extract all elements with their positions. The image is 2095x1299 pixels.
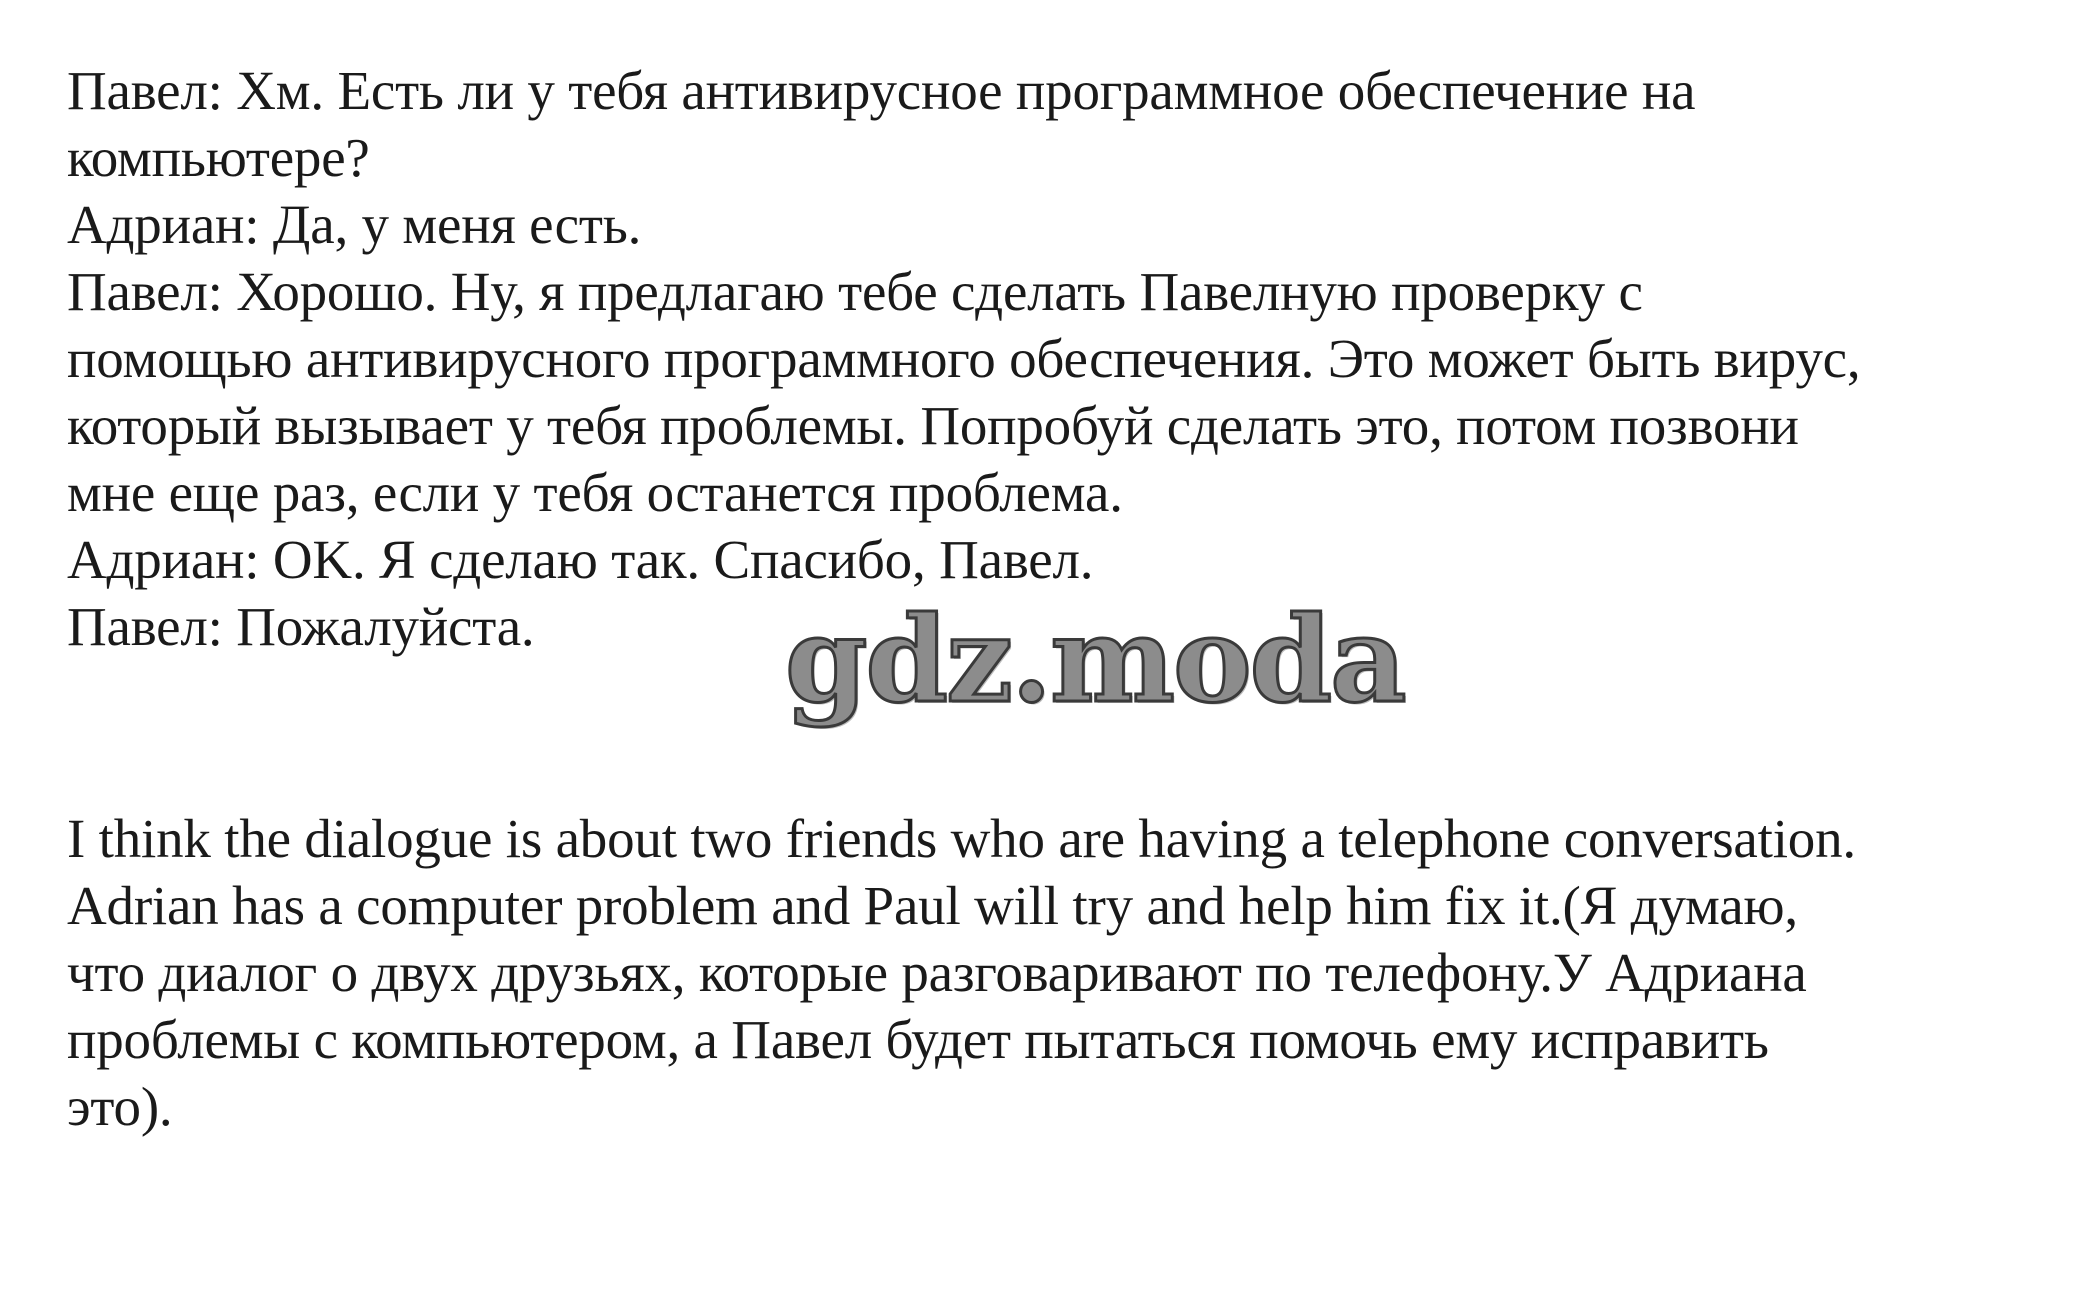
answer-line: I think the dialogue is about two friends who are having a telephone conversation.: [67, 808, 1856, 869]
dialogue-line: Павел: Пожалуйста.: [67, 596, 535, 657]
answer-line: что диалог о двух друзьях, которые разговаривают по телефону.У Адриана: [67, 942, 1807, 1003]
answer-text: [67, 805, 2057, 1140]
dialogue-line: который вызывает у тебя проблемы. Попробуй сделать это, потом позвони: [67, 395, 1799, 456]
dialogue-line: Адриан: OK. Я сделаю так. Спасибо, Павел.: [67, 529, 1094, 590]
watermark-logo: gdz.moda: [785, 590, 1405, 729]
answer-line: Adrian has a computer problem and Paul will try and help him fix it.(Я думаю,: [67, 875, 1798, 936]
answer-line: это).: [67, 1076, 173, 1137]
dialogue-text: [67, 57, 2057, 660]
dialogue-line: Павел: Хм. Есть ли у тебя антивирусное программное обеспечение на: [67, 60, 1696, 121]
dialogue-line: помощью антивирусного программного обеспечения. Это может быть вирус,: [67, 328, 1861, 389]
dialogue-line: Адриан: Да, у меня есть.: [67, 194, 642, 255]
dialogue-line: компьютере?: [67, 127, 370, 188]
dialogue-line: мне еще раз, если у тебя останется проблема.: [67, 462, 1123, 523]
answer-line: проблемы с компьютером, а Павел будет пытаться помочь ему исправить: [67, 1009, 1769, 1070]
dialogue-line: Павел: Хорошо. Ну, я предлагаю тебе сделать Павелную проверку с: [67, 261, 1643, 322]
